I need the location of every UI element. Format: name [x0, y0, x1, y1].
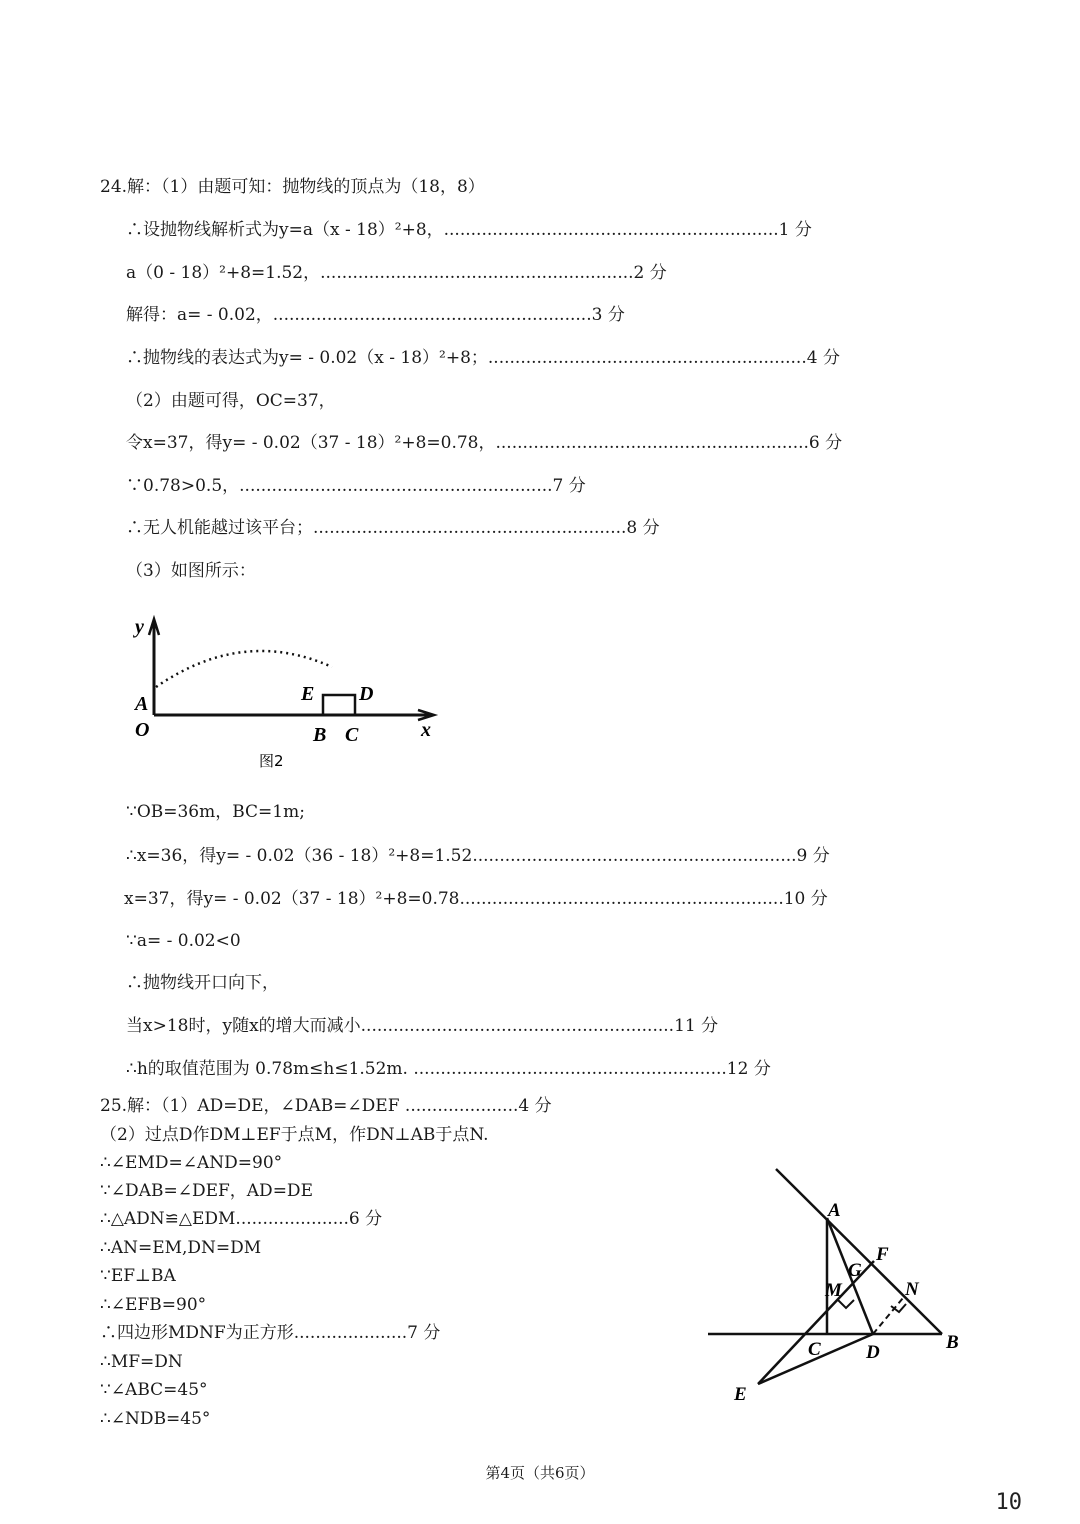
- figure-caption: 图2: [259, 752, 284, 770]
- platform-rect: [323, 695, 355, 715]
- label-M: M: [825, 1280, 842, 1301]
- q25-line-9: ∴四边形MDNF为正方形.....................7 分: [100, 1323, 441, 1343]
- page-number: 10: [995, 1490, 1022, 1515]
- q24-line-2: ∴设抛物线解析式为y=a（x - 18）²+8，..............................................................1 分: [126, 220, 812, 240]
- q24-line-15: ∴抛物线开口向下，: [126, 973, 279, 993]
- line-AE-extended: [776, 1169, 942, 1334]
- label-A: A: [828, 1200, 841, 1221]
- q25-line-3: ∴∠EMD=∠AND=90°: [100, 1153, 283, 1173]
- label-C: C: [345, 724, 359, 746]
- label-A: A: [135, 693, 149, 715]
- label-D: D: [866, 1342, 880, 1363]
- q24-line-9: ∴无人机能越过该平台；..........................................................8 分: [126, 518, 660, 538]
- label-E: E: [734, 1384, 747, 1405]
- label-E: E: [301, 683, 315, 705]
- q24-line-7: 令x=37，得y= - 0.02（37 - 18）²+8=0.78，..........................................................6 分: [126, 433, 843, 453]
- q25-line-1: 25.解：（1）AD=DE，∠DAB=∠DEF .....................4 分: [100, 1096, 552, 1116]
- q25-line-4: ∵∠DAB=∠DEF，AD=DE: [100, 1181, 313, 1201]
- q25-line-2: （2）过点D作DM⊥EF于点M，作DN⊥AB于点N.: [100, 1125, 489, 1145]
- parabola-dotted: [156, 651, 332, 687]
- q24-line-1: 24.解：（1）由题可知：抛物线的顶点为（18，8）: [100, 177, 485, 197]
- q24-line-16: 当x>18时，y随x的增大而减小..........................................................11 分: [126, 1016, 719, 1036]
- right-angle-M: [838, 1300, 854, 1308]
- label-O: O: [135, 719, 150, 741]
- q24-line-10: （3）如图所示：: [126, 561, 256, 581]
- q24-line-14: ∵a= - 0.02<0: [126, 931, 241, 951]
- q24-line-5: ∴抛物线的表达式为y= - 0.02（x - 18）²+8；...........................................................4 分: [126, 348, 840, 368]
- label-N: N: [905, 1279, 919, 1300]
- page-footer: 第4页（共6页）: [485, 1464, 595, 1482]
- label-F: F: [876, 1244, 889, 1265]
- q24-line-11: ∵OB=36m，BC=1m;: [126, 802, 305, 822]
- q25-line-6: ∴AN=EM,DN=DM: [100, 1238, 262, 1258]
- q24-line-17: ∴h的取值范围为 0.78m≤h≤1.52m. ..........................................................12 分: [126, 1059, 771, 1079]
- q25-line-5: ∴△ADN≌△EDM.....................6 分: [100, 1209, 383, 1229]
- q24-line-3: a（0 - 18）²+8=1.52，..........................................................2 分: [126, 263, 667, 283]
- q25-line-10: ∴MF=DN: [100, 1352, 183, 1372]
- label-y: y: [135, 616, 144, 638]
- q24-line-12: ∴x=36，得y= - 0.02（36 - 18）²+8=1.52............................................................9 分: [126, 846, 830, 866]
- q24-line-13: x=37，得y= - 0.02（37 - 18）²+8=0.78............................................................10 分: [124, 889, 828, 909]
- q24-line-8: ∵0.78>0.5，..........................................................7 分: [126, 476, 586, 496]
- q25-line-12: ∴∠NDB=45°: [100, 1409, 211, 1429]
- label-B: B: [313, 724, 327, 746]
- q25-line-11: ∵∠ABC=45°: [100, 1380, 208, 1400]
- q25-line-8: ∴∠EFB=90°: [100, 1295, 207, 1315]
- label-G: G: [848, 1260, 862, 1281]
- figure-2-diagram: [125, 605, 465, 775]
- label-D: D: [359, 683, 374, 705]
- q24-line-4: 解得：a= - 0.02，...........................................................3 分: [126, 305, 625, 325]
- label-B: B: [946, 1332, 959, 1353]
- q24-line-6: （2）由题可得，OC=37，: [126, 391, 336, 411]
- label-x: x: [421, 719, 431, 741]
- label-C: C: [808, 1339, 821, 1360]
- line-DN: [873, 1298, 903, 1334]
- q25-line-7: ∵EF⊥BA: [100, 1266, 176, 1286]
- q25-geometry-figure: [700, 1165, 980, 1405]
